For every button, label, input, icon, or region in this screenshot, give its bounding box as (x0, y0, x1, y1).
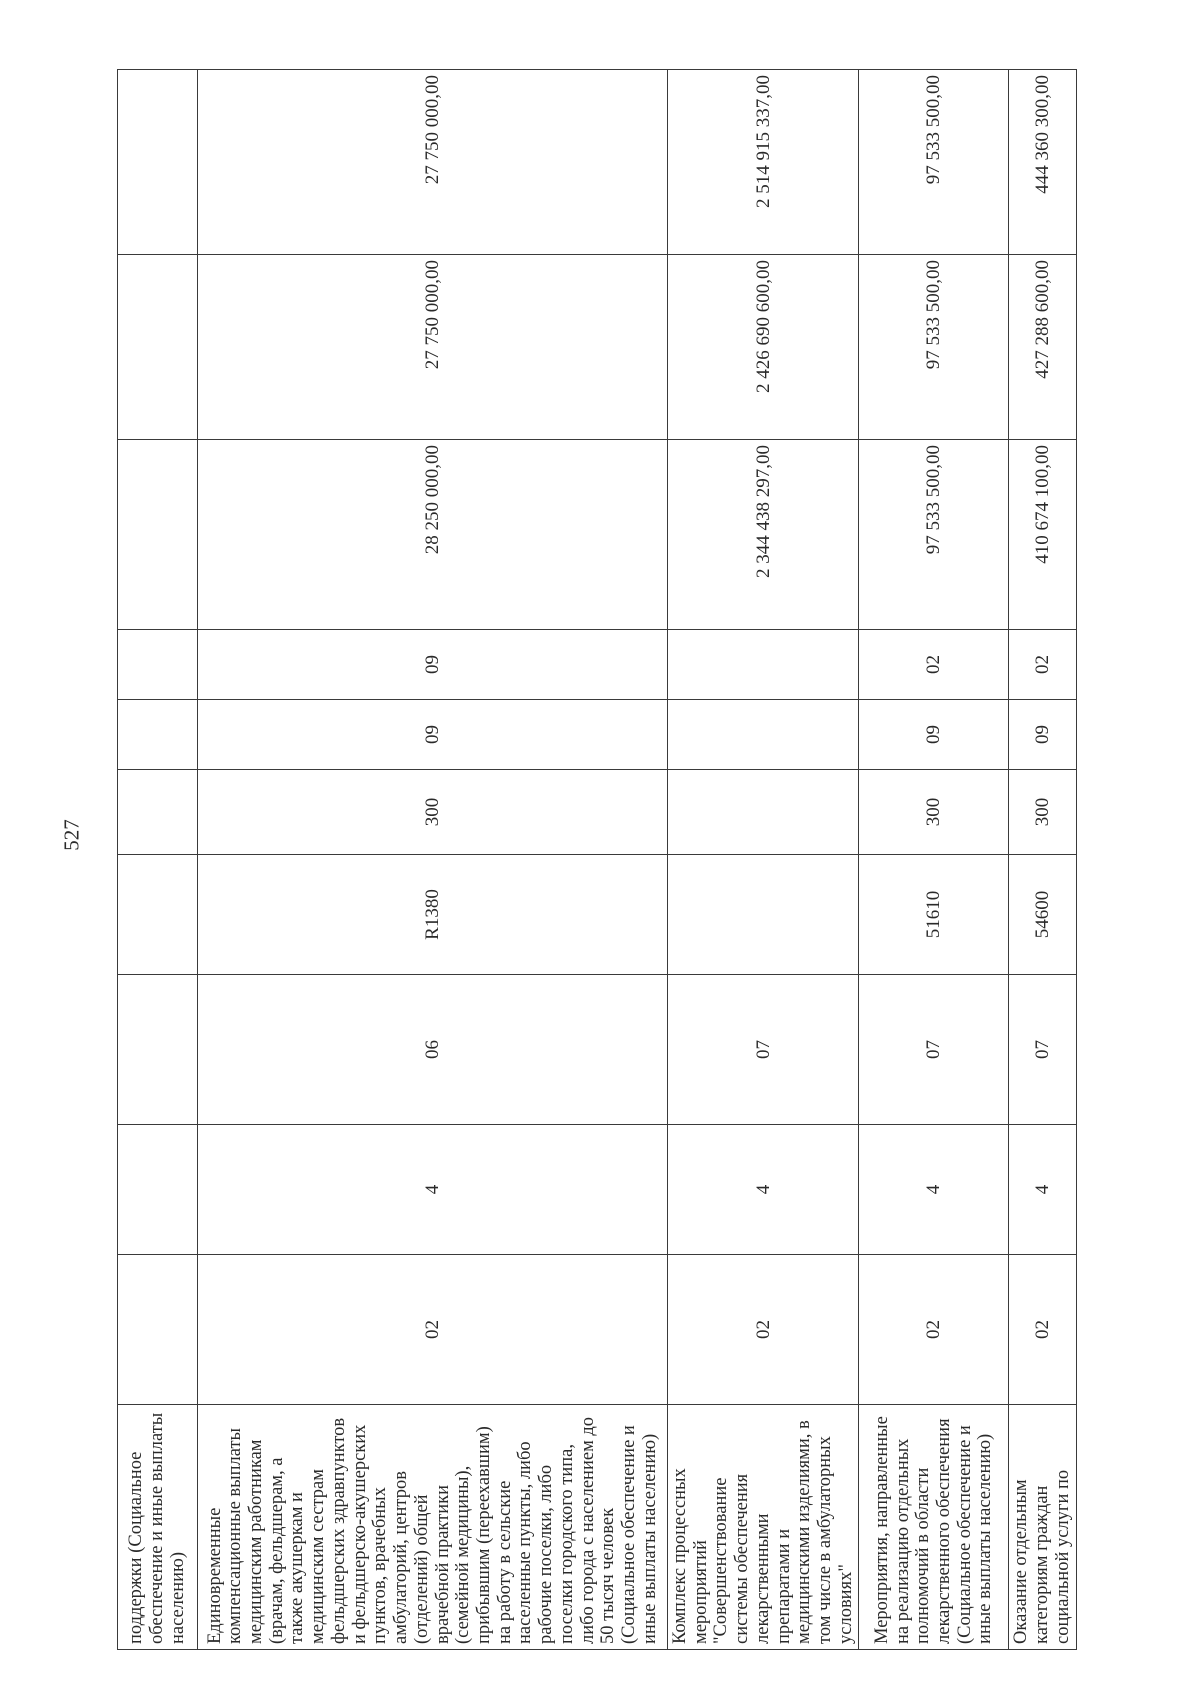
code-complex: 07 (1009, 975, 1076, 1125)
code-complex: 07 (668, 975, 859, 1125)
amount-year1: 2 344 438 297,00 (668, 440, 859, 630)
code-subsection: 02 (1009, 630, 1076, 700)
code-subsection: 09 (198, 630, 668, 700)
code-complex (118, 975, 198, 1125)
amount-year2: 427 288 600,00 (1009, 255, 1076, 440)
amount-year2: 2 426 690 600,00 (668, 255, 859, 440)
code-subsection: 02 (859, 630, 1009, 700)
code-type: 4 (859, 1125, 1009, 1255)
code-program: 02 (1009, 1255, 1076, 1405)
code-program: 02 (198, 1255, 668, 1405)
table-row (198, 70, 668, 1650)
row-name: поддержки (Социальное обеспечение и иные выплаты населению) (118, 1405, 198, 1650)
amount-year1: 410 674 100,00 (1009, 440, 1076, 630)
code-type (118, 1125, 198, 1255)
code-subsection (668, 630, 859, 700)
code-expense-type: 300 (1009, 770, 1076, 855)
amount-year3 (118, 70, 198, 255)
code-direction: 54600 (1009, 855, 1076, 975)
amount-year2: 27 750 000,00 (198, 255, 668, 440)
amount-year3: 27 750 000,00 (198, 70, 668, 255)
code-section: 09 (859, 700, 1009, 770)
row-name: Комплекс процессных мероприятий "Совершенствование системы обеспечения лекарственными препаратами и медицинскими изделиями, в том числе в амбулаторных условиях" (668, 1405, 859, 1650)
code-expense-type: 300 (198, 770, 668, 855)
amount-year1: 28 250 000,00 (198, 440, 668, 630)
amount-year3: 2 514 915 337,00 (668, 70, 859, 255)
amount-year1 (118, 440, 198, 630)
row-name: Мероприятия, направленные на реализацию отдельных полномочий в области лекарственного обеспечения (Социальное обеспечение и иные выплаты населению) (859, 1405, 1009, 1650)
row-name: Единовременные компенсационные выплаты медицинским работникам (врачам, фельдшерам, а также акушеркам и медицинским сестрам фельдшерских здравпунктов и фельдшерско-акушерских пунктов, врачебных амбулаторий, центров (отделений) общей врачебной практики (семейной медицины), прибывшим (переехавшим) на работу в сельские населенные пункты, либо рабочие поселки, либо поселки городского типа, либо города с населением до 50 тысяч человек (Социальное обеспечение и иные выплаты населению) (198, 1405, 668, 1650)
code-type: 4 (668, 1125, 859, 1255)
amount-year2: 97 533 500,00 (859, 255, 1009, 440)
code-section: 09 (1009, 700, 1076, 770)
row-name: Оказание отдельным категориям граждан социальной услуги по (1009, 1405, 1076, 1650)
code-program: 02 (668, 1255, 859, 1405)
rotated-page-content (117, 70, 1200, 1644)
code-type: 4 (1009, 1125, 1076, 1255)
table-row (859, 70, 1009, 1650)
code-program: 02 (859, 1255, 1009, 1405)
table-row (1009, 70, 1076, 1650)
code-section (118, 700, 198, 770)
table-row (118, 70, 198, 1650)
code-subsection (118, 630, 198, 700)
budget-table (117, 69, 1077, 1650)
code-expense-type: 300 (859, 770, 1009, 855)
code-expense-type (118, 770, 198, 855)
amount-year3: 97 533 500,00 (859, 70, 1009, 255)
code-complex: 07 (859, 975, 1009, 1125)
code-direction: R1380 (198, 855, 668, 975)
code-direction (668, 855, 859, 975)
table-row (668, 70, 859, 1650)
code-direction (118, 855, 198, 975)
code-section (668, 700, 859, 770)
code-direction: 51610 (859, 855, 1009, 975)
page-number: 527 (59, 819, 84, 851)
code-complex: 06 (198, 975, 668, 1125)
amount-year2 (118, 255, 198, 440)
amount-year1: 97 533 500,00 (859, 440, 1009, 630)
code-type: 4 (198, 1125, 668, 1255)
amount-year3: 444 360 300,00 (1009, 70, 1076, 255)
code-expense-type (668, 770, 859, 855)
code-section: 09 (198, 700, 668, 770)
code-program (118, 1255, 198, 1405)
